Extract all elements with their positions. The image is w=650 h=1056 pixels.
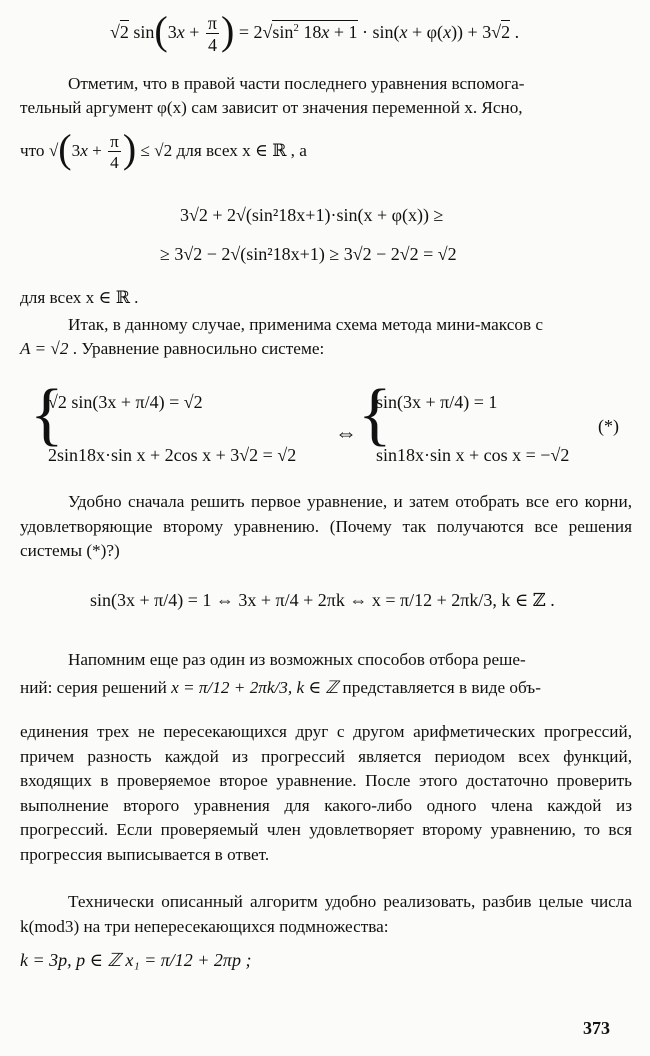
inequality-line-2: ≥ 3√2 − 2√(sin²18x+1) ≥ 3√2 − 2√2 = √2 (160, 244, 457, 264)
system-left-eq-1: √2 sin(3x + π/4) = √2 (48, 392, 203, 412)
paragraph-5-line-1: Напомним еще раз один из возможных способов отбора реше- (68, 650, 526, 669)
inline-a: A = √2 (20, 339, 69, 358)
text-series: ний: серия решений (20, 678, 167, 697)
paragraph-2: для всех x ∈ ℝ . (20, 288, 139, 307)
system-left-eq-2: 2sin18x·sin x + 2cos x + 3√2 = √2 (48, 445, 297, 465)
system-label: (*) (598, 416, 619, 436)
right-brace: { (358, 376, 392, 453)
equivalence-symbol: ⇔ (335, 420, 357, 445)
paragraph-3-line-1: Итак, в данному случае, применима схема метода мини-максов с (68, 315, 543, 334)
paragraph-6: Технически описанный алгоритм удобно реализовать, разбив целые числа k(mod3) на три непересекающихся подмножества: (20, 892, 632, 936)
page-number: 373 (583, 1018, 610, 1038)
text-represented: представляется в виде объ- (342, 678, 541, 697)
text-for-all-x: ≤ √2 для всех x ∈ ℝ , а (140, 140, 307, 160)
system-right-eq-1: sin(3x + π/4) = 1 (376, 392, 498, 412)
top-equation: √2 sin(3x + $\frac{\pi}{4}$ ) = $2√\sin^2$ 18x + 1 · sin(x + φ(x)) + 3√2 . (110, 8, 520, 55)
text-chto: что (20, 140, 45, 160)
last-formula: k = 3p, p ∈ ℤ x₁ = π/12 + 2πp ; (20, 950, 252, 970)
inline-series: x = π/12 + 2πk/3, k ∈ ℤ (171, 678, 339, 697)
paragraph-1-line-1: Отметим, что в правой части последнего уравнения вспомога- (68, 74, 525, 93)
text-equivalent-system: . Уравнение равносильно системе: (72, 339, 325, 358)
paragraph-4: Удобно сначала решить первое уравнение, и затем отобрать все его корни, удовлетворяющие второму уравнению. (Почему так получаются все решения системы (*)?) (20, 492, 632, 561)
paragraph-1-line-2: тельный аргумент φ(x) сам зависит от значения переменной x. Ясно, (20, 98, 523, 117)
left-brace: { (30, 376, 64, 453)
solution-equation: sin(3x + π/4) = 1 ⇔ 3x + π/4 + 2πk ⇔ x = π/12 + 2πk/3, k ∈ ℤ . (90, 590, 555, 610)
paragraph-5-rest: единения трех не пересекающихся друг с другом арифметических прогрессий, причем разность каждой из прогрессий является периодом всех функций, входящих в проверяемое второе уравнение. После этого достаточно проверить выполнение второго уравнения для какого-либо одного члена каждой из прогрессий. Если проверяемый член удовлетворяет второму уравнению, то вся прогрессия выписывается в ответ. (20, 722, 632, 864)
inequality-line-1: 3√2 + 2√(sin²18x+1)·sin(x + φ(x)) ≥ (180, 205, 444, 225)
paragraph-3-line-2 (20, 339, 324, 359)
paragraph-5-line-2 (20, 678, 541, 698)
paragraph-1-line-3: что √(3x + $\frac{\pi}{4}$ ) ≤ √2 для всех x ∈ ℝ , а (20, 126, 307, 172)
system-right-eq-2: sin18x·sin x + cos x = −√2 (376, 445, 570, 465)
